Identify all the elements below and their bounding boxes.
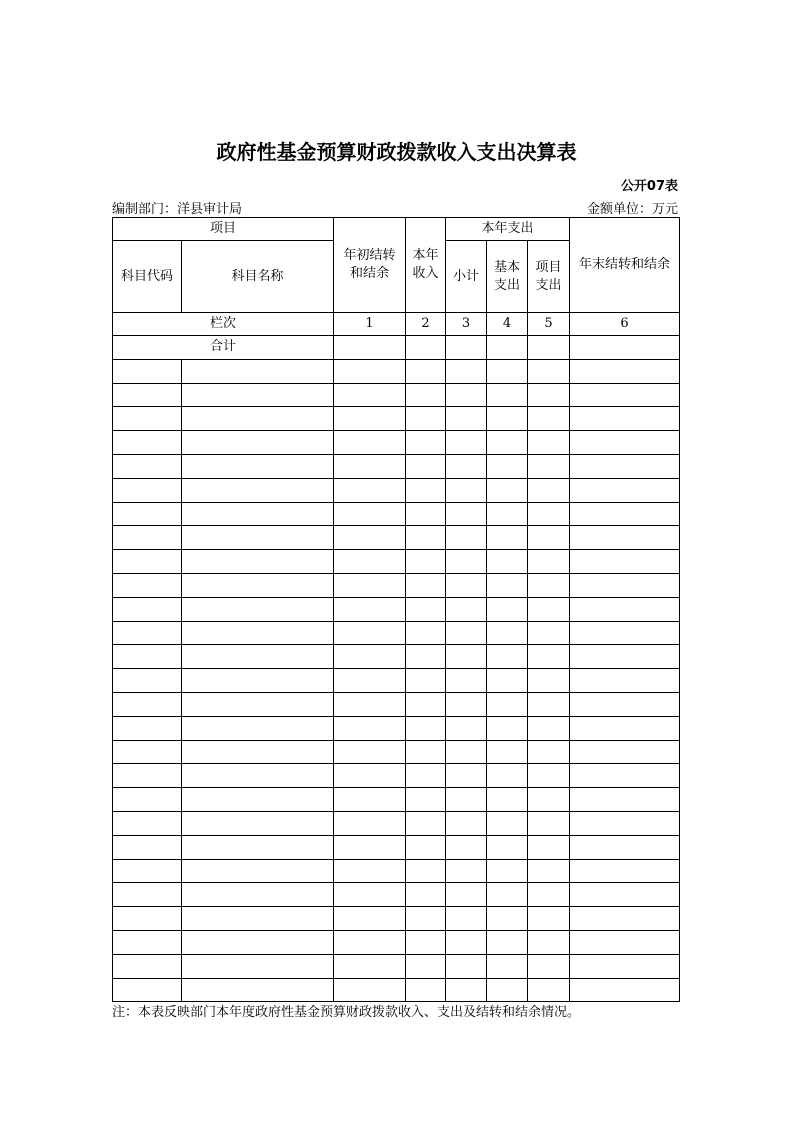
table-cell <box>487 788 528 812</box>
header-income-line2: 收入 <box>412 266 439 281</box>
table-cell <box>334 478 406 502</box>
header-basic-expense-line2: 支出 <box>494 277 521 293</box>
table-cell <box>446 407 487 431</box>
table-cell <box>334 811 406 835</box>
table-cell <box>334 431 406 455</box>
table-cell <box>182 431 334 455</box>
table-cell <box>446 359 487 383</box>
column-number-4: 4 <box>487 313 528 336</box>
table-cell <box>334 502 406 526</box>
table-cell <box>113 907 182 931</box>
table-cell <box>570 645 680 669</box>
table-cell <box>406 883 446 907</box>
table-cell <box>487 359 528 383</box>
table-cell <box>528 811 570 835</box>
unit-label: 金额单位：万元 <box>586 202 678 217</box>
header-subject-name: 科目名称 <box>182 241 334 313</box>
table-cell <box>182 716 334 740</box>
table-cell <box>570 526 680 550</box>
table-cell <box>570 788 680 812</box>
table-row <box>113 621 680 645</box>
table-cell <box>113 692 182 716</box>
budget-table <box>112 217 680 1002</box>
table-cell <box>570 764 680 788</box>
table-cell <box>446 645 487 669</box>
table-cell <box>528 359 570 383</box>
table-cell <box>570 954 680 978</box>
header-opening-balance-line2: 和结余 <box>350 266 390 281</box>
table-cell <box>487 692 528 716</box>
table-cell <box>334 383 406 407</box>
footnote: 注：本表反映部门本年度政府性基金预算财政拨款收入、支出及结转和结余情况。 <box>112 1005 581 1020</box>
table-row <box>113 359 680 383</box>
table-cell <box>528 431 570 455</box>
empty-rows <box>113 359 680 1002</box>
table-cell <box>528 478 570 502</box>
table-cell <box>528 835 570 859</box>
table-cell <box>570 740 680 764</box>
table-row <box>113 454 680 478</box>
table-cell <box>528 930 570 954</box>
table-cell <box>487 454 528 478</box>
table-cell <box>182 811 334 835</box>
table-cell <box>182 621 334 645</box>
table-cell <box>182 764 334 788</box>
table-cell <box>182 526 334 550</box>
table-cell <box>487 383 528 407</box>
table-cell <box>113 859 182 883</box>
table-cell <box>487 954 528 978</box>
table-cell <box>570 597 680 621</box>
column-number-2: 2 <box>406 313 446 336</box>
table-cell <box>406 573 446 597</box>
table-cell <box>487 764 528 788</box>
table-row <box>113 859 680 883</box>
table-cell <box>334 788 406 812</box>
table-cell <box>487 716 528 740</box>
table-cell <box>570 811 680 835</box>
table-cell <box>570 431 680 455</box>
table-cell <box>446 764 487 788</box>
table-cell <box>446 502 487 526</box>
table-cell <box>446 835 487 859</box>
header-project-expense <box>528 241 570 313</box>
column-number-6: 6 <box>570 313 680 336</box>
table-cell <box>182 550 334 574</box>
table-cell <box>406 669 446 693</box>
table-cell <box>570 692 680 716</box>
table-cell <box>446 907 487 931</box>
table-cell <box>334 907 406 931</box>
table-cell <box>182 454 334 478</box>
table-cell <box>113 359 182 383</box>
table-cell <box>113 978 182 1002</box>
table-cell <box>113 573 182 597</box>
table-cell <box>334 978 406 1002</box>
table-cell <box>446 478 487 502</box>
table-cell <box>113 716 182 740</box>
table-row <box>113 930 680 954</box>
table-cell <box>487 550 528 574</box>
table-row <box>113 788 680 812</box>
table-cell <box>528 883 570 907</box>
table-cell <box>334 645 406 669</box>
table-cell <box>570 621 680 645</box>
table-cell <box>570 907 680 931</box>
column-number-row <box>113 313 680 336</box>
table-cell <box>487 907 528 931</box>
table-cell <box>334 621 406 645</box>
table-cell <box>406 526 446 550</box>
table-cell <box>406 835 446 859</box>
table-cell <box>182 859 334 883</box>
table-cell <box>487 478 528 502</box>
table-cell <box>528 907 570 931</box>
table-cell <box>334 859 406 883</box>
table-row <box>113 597 680 621</box>
table-cell <box>528 597 570 621</box>
table-cell <box>406 954 446 978</box>
table-cell <box>528 764 570 788</box>
table-cell <box>446 431 487 455</box>
table-cell <box>570 716 680 740</box>
table-cell <box>570 669 680 693</box>
table-cell <box>334 454 406 478</box>
table-cell <box>487 859 528 883</box>
table-cell <box>487 526 528 550</box>
table-cell <box>446 883 487 907</box>
header-project-expense-line2: 支出 <box>535 277 562 293</box>
table-row <box>113 431 680 455</box>
table-row <box>113 978 680 1002</box>
table-cell <box>113 835 182 859</box>
table-cell <box>446 811 487 835</box>
table-cell <box>528 692 570 716</box>
table-cell <box>487 811 528 835</box>
table-cell <box>446 383 487 407</box>
total-row <box>113 336 680 360</box>
table-row <box>113 835 680 859</box>
table-cell <box>182 645 334 669</box>
total-cell <box>570 336 680 360</box>
table-cell <box>334 764 406 788</box>
table-cell <box>406 454 446 478</box>
table-cell <box>570 550 680 574</box>
table-cell <box>182 383 334 407</box>
table-cell <box>113 811 182 835</box>
table-cell <box>182 692 334 716</box>
table-cell <box>406 716 446 740</box>
table-cell <box>446 692 487 716</box>
table-cell <box>182 930 334 954</box>
table-cell <box>182 835 334 859</box>
table-cell <box>446 669 487 693</box>
table-row <box>113 645 680 669</box>
table-cell <box>528 454 570 478</box>
table-cell <box>406 478 446 502</box>
table-cell <box>570 573 680 597</box>
table-cell <box>528 978 570 1002</box>
table-cell <box>487 407 528 431</box>
table-cell <box>182 478 334 502</box>
table-cell <box>334 835 406 859</box>
total-cell <box>406 336 446 360</box>
table-cell <box>406 550 446 574</box>
table-cell <box>334 359 406 383</box>
table-cell <box>406 788 446 812</box>
table-cell <box>406 359 446 383</box>
table-cell <box>487 502 528 526</box>
table-cell <box>487 431 528 455</box>
table-row <box>113 478 680 502</box>
table-cell <box>113 383 182 407</box>
table-cell <box>334 526 406 550</box>
table-cell <box>113 669 182 693</box>
header-opening-balance-line1: 年初结转 <box>343 248 396 263</box>
table-cell <box>446 621 487 645</box>
table-cell <box>406 597 446 621</box>
table-cell <box>182 788 334 812</box>
table-cell <box>182 407 334 431</box>
table-cell <box>182 978 334 1002</box>
table-cell <box>406 978 446 1002</box>
table-cell <box>406 621 446 645</box>
table-cell <box>528 669 570 693</box>
table-row <box>113 502 680 526</box>
column-number-label: 栏次 <box>113 313 334 336</box>
table-cell <box>570 383 680 407</box>
table-cell <box>113 597 182 621</box>
table-cell <box>446 954 487 978</box>
table-cell <box>182 907 334 931</box>
table-cell <box>334 716 406 740</box>
table-cell <box>113 930 182 954</box>
table-cell <box>334 930 406 954</box>
table-cell <box>528 716 570 740</box>
table-cell <box>528 502 570 526</box>
table-cell <box>528 550 570 574</box>
table-row <box>113 811 680 835</box>
table-cell <box>334 407 406 431</box>
table-cell <box>487 621 528 645</box>
table-cell <box>487 978 528 1002</box>
table-row <box>113 550 680 574</box>
table-cell <box>570 359 680 383</box>
table-cell <box>182 597 334 621</box>
table-cell <box>182 359 334 383</box>
page-title: 政府性基金预算财政拨款收入支出决算表 <box>216 140 577 164</box>
table-cell <box>446 978 487 1002</box>
header-project-expense-line1: 项目 <box>535 259 562 275</box>
header-closing-balance: 年末结转和结余 <box>570 218 680 313</box>
table-cell <box>182 669 334 693</box>
header-subtotal: 小计 <box>446 241 487 313</box>
table-cell <box>570 883 680 907</box>
table-cell <box>334 692 406 716</box>
table-cell <box>570 930 680 954</box>
total-cell <box>487 336 528 360</box>
header-subject-code: 科目代码 <box>113 241 182 313</box>
table-cell <box>113 502 182 526</box>
table-cell <box>406 859 446 883</box>
table-cell <box>113 431 182 455</box>
table-cell <box>406 907 446 931</box>
table-cell <box>113 621 182 645</box>
table-cell <box>446 740 487 764</box>
table-cell <box>406 383 446 407</box>
table-cell <box>113 550 182 574</box>
table-cell <box>528 621 570 645</box>
table-cell <box>446 788 487 812</box>
form-code: 公开07表 <box>620 179 678 194</box>
table-row <box>113 907 680 931</box>
header-income-line1: 本年 <box>412 248 439 263</box>
header-opening-balance <box>334 218 406 313</box>
table-cell <box>528 407 570 431</box>
table-row <box>113 716 680 740</box>
table-row <box>113 407 680 431</box>
table-cell <box>113 407 182 431</box>
table-cell <box>334 550 406 574</box>
table-cell <box>570 835 680 859</box>
table-row <box>113 669 680 693</box>
total-cell <box>446 336 487 360</box>
table-cell <box>570 859 680 883</box>
table-cell <box>446 930 487 954</box>
table-cell <box>528 573 570 597</box>
header-current-year-expense: 本年支出 <box>446 218 570 241</box>
table-cell <box>113 478 182 502</box>
table-cell <box>570 407 680 431</box>
table-cell <box>446 454 487 478</box>
table-cell <box>528 740 570 764</box>
table-cell <box>446 859 487 883</box>
table-cell <box>406 692 446 716</box>
table-cell <box>487 835 528 859</box>
table-cell <box>406 764 446 788</box>
table-cell <box>528 788 570 812</box>
table-cell <box>113 954 182 978</box>
column-number-3: 3 <box>446 313 487 336</box>
column-number-5: 5 <box>528 313 570 336</box>
table-cell <box>113 526 182 550</box>
table-cell <box>113 764 182 788</box>
table-cell <box>487 883 528 907</box>
table-cell <box>406 431 446 455</box>
table-cell <box>334 740 406 764</box>
table-cell <box>406 740 446 764</box>
table-cell <box>182 954 334 978</box>
table-row <box>113 764 680 788</box>
header-row-1 <box>113 218 680 241</box>
table-cell <box>487 645 528 669</box>
department-label: 编制部门：洋县审计局 <box>112 202 243 217</box>
column-number-1: 1 <box>334 313 406 336</box>
table-cell <box>182 502 334 526</box>
table-cell <box>113 883 182 907</box>
table-cell <box>528 645 570 669</box>
table-cell <box>182 573 334 597</box>
table-cell <box>446 716 487 740</box>
table-cell <box>570 978 680 1002</box>
table-cell <box>406 930 446 954</box>
table-row <box>113 692 680 716</box>
table-cell <box>487 597 528 621</box>
table-cell <box>113 740 182 764</box>
table-cell <box>446 550 487 574</box>
table-row <box>113 526 680 550</box>
header-income <box>406 218 446 313</box>
table-cell <box>182 740 334 764</box>
table-cell <box>334 669 406 693</box>
table-row <box>113 383 680 407</box>
table-cell <box>570 502 680 526</box>
table-cell <box>528 526 570 550</box>
table-cell <box>334 954 406 978</box>
total-cell <box>334 336 406 360</box>
table-cell <box>487 930 528 954</box>
table-cell <box>406 645 446 669</box>
table-cell <box>406 502 446 526</box>
table-cell <box>446 526 487 550</box>
total-label: 合计 <box>113 336 334 360</box>
table-cell <box>528 383 570 407</box>
header-basic-expense <box>487 241 528 313</box>
table-cell <box>570 478 680 502</box>
table-cell <box>446 573 487 597</box>
table-row <box>113 954 680 978</box>
table-cell <box>528 954 570 978</box>
table-row <box>113 883 680 907</box>
table-cell <box>528 859 570 883</box>
table-cell <box>487 573 528 597</box>
table-cell <box>487 740 528 764</box>
table-cell <box>334 597 406 621</box>
table-cell <box>113 788 182 812</box>
table-cell <box>406 811 446 835</box>
table-row <box>113 740 680 764</box>
table-cell <box>570 454 680 478</box>
total-cell <box>528 336 570 360</box>
table-cell <box>334 883 406 907</box>
table-cell <box>446 597 487 621</box>
table-row <box>113 573 680 597</box>
header-basic-expense-line1: 基本 <box>494 259 521 275</box>
table-cell <box>406 407 446 431</box>
table-cell <box>334 573 406 597</box>
table-cell <box>113 454 182 478</box>
table-cell <box>182 883 334 907</box>
table-cell <box>113 645 182 669</box>
header-project: 项目 <box>113 218 334 241</box>
table-cell <box>487 669 528 693</box>
